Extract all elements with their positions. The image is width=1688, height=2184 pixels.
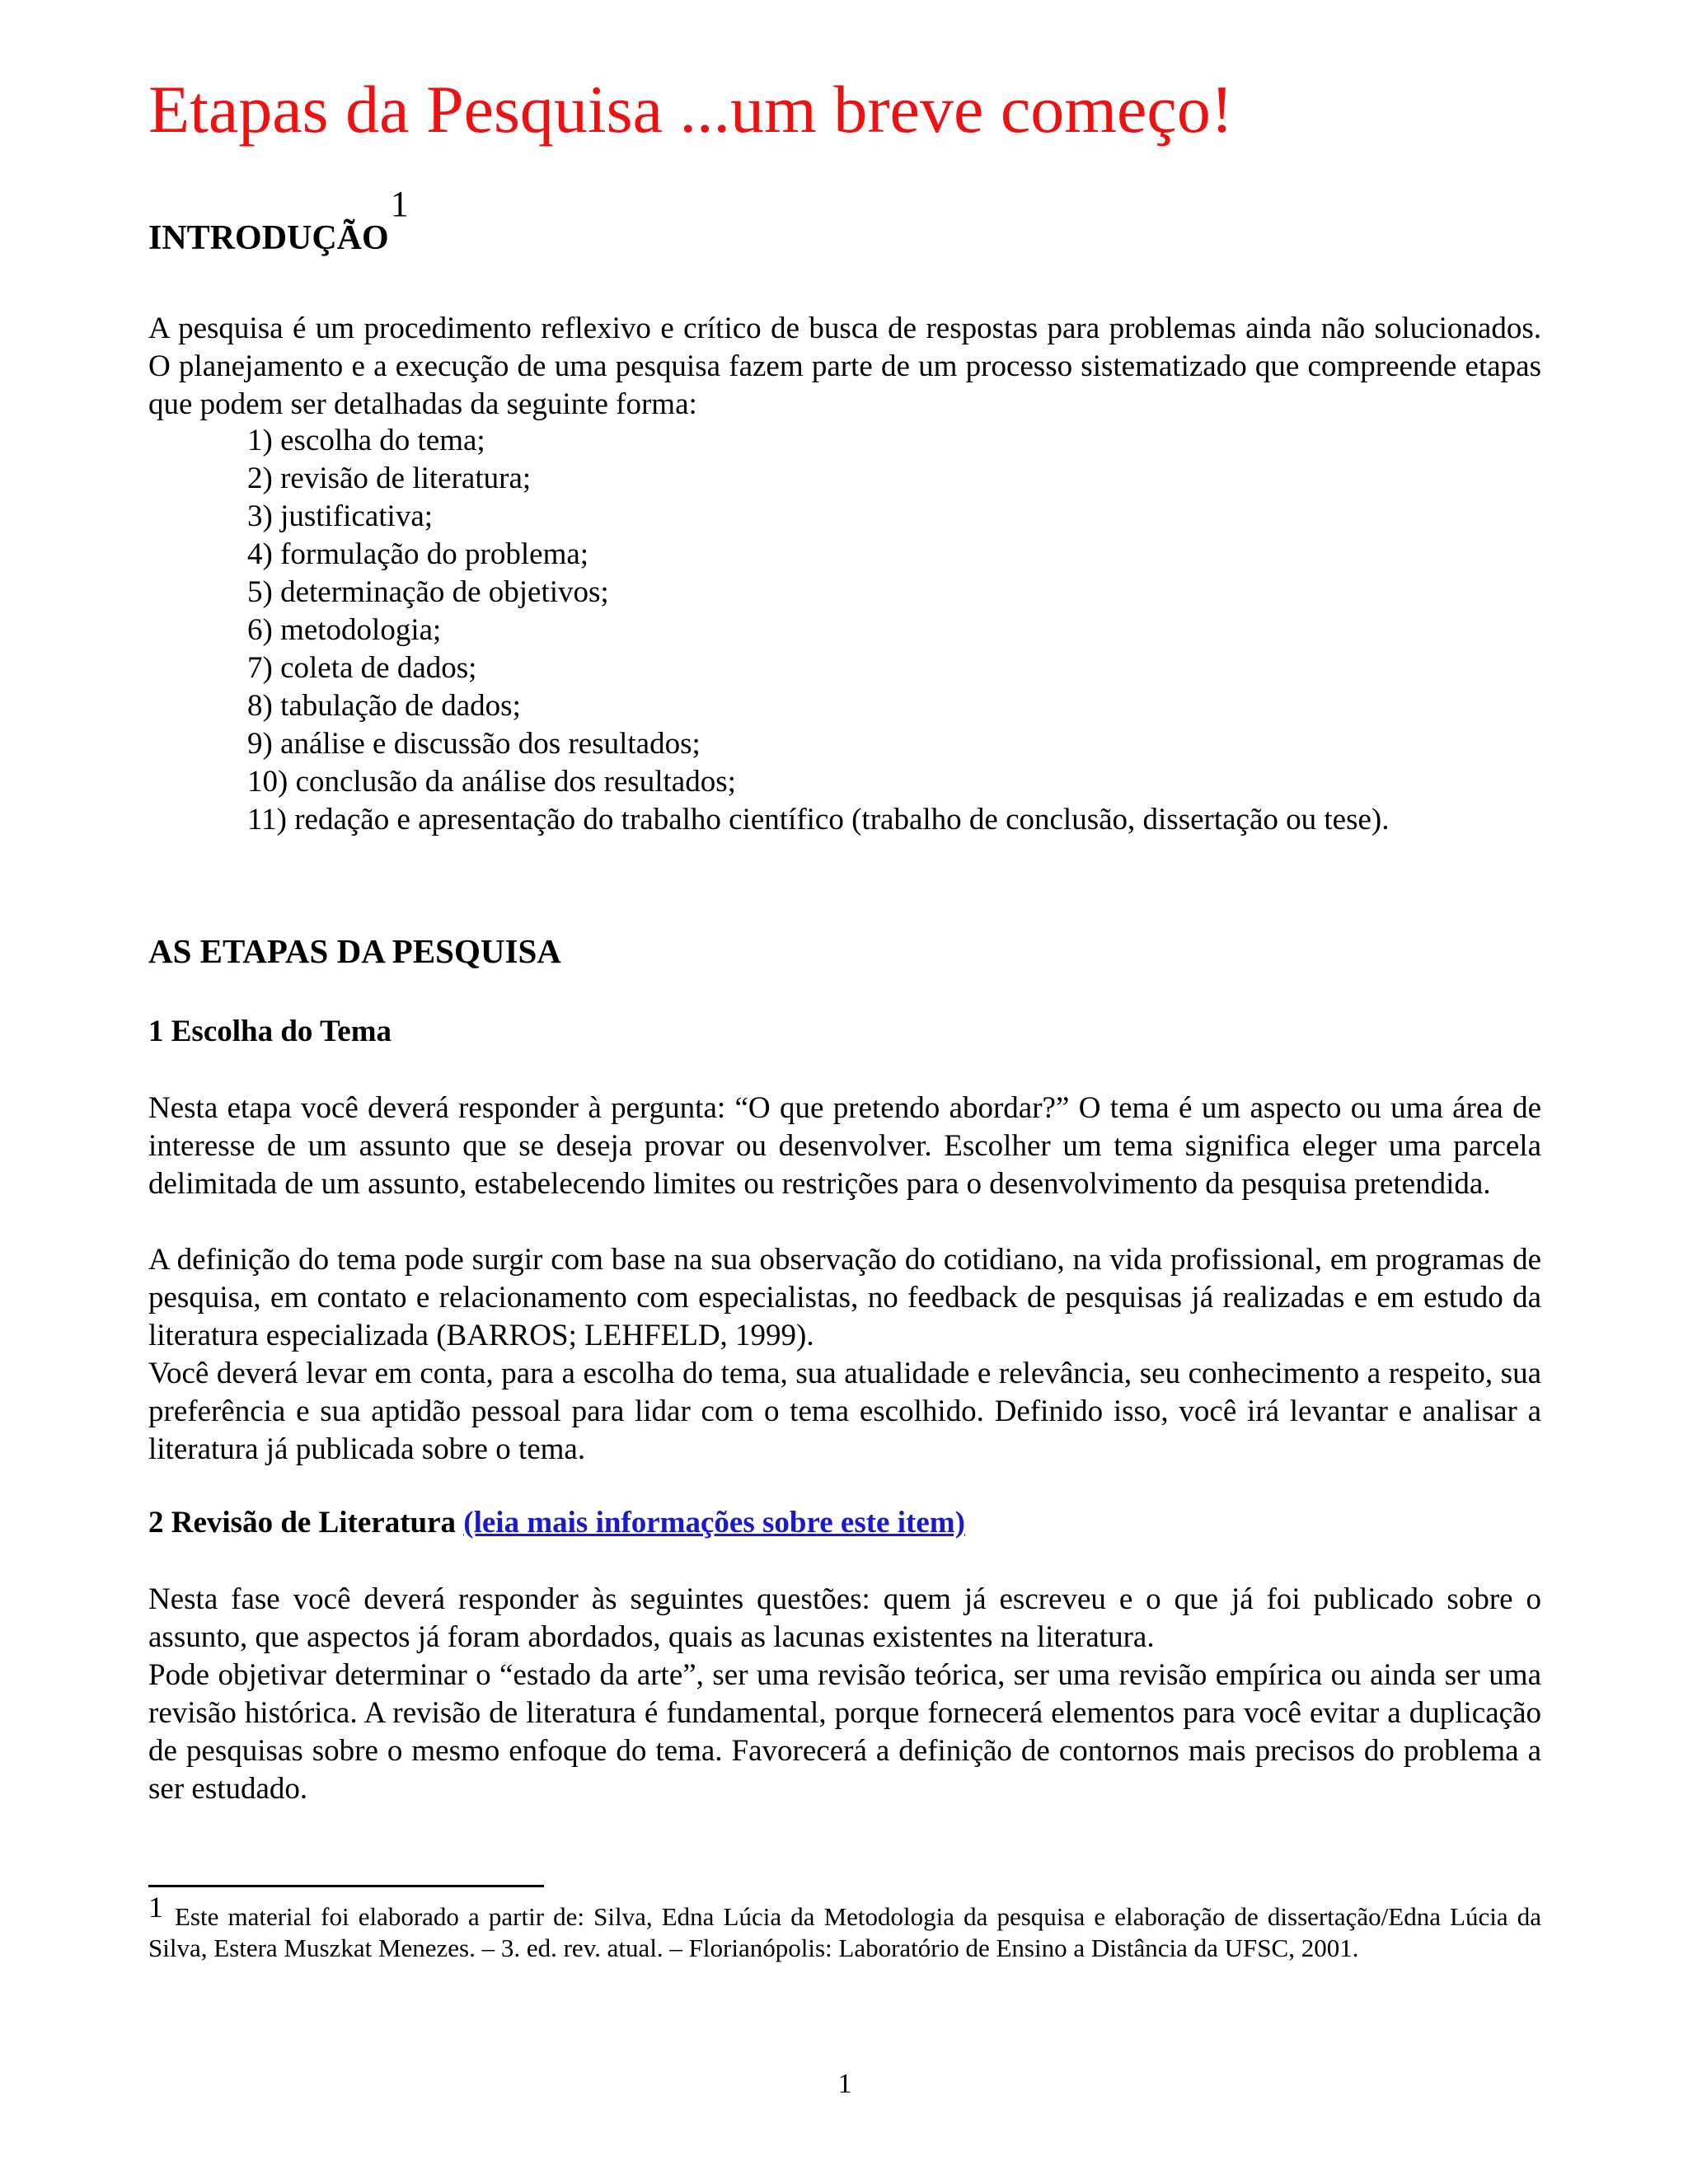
list-item: 3) justificativa; xyxy=(247,499,434,533)
intro-heading-text: INTRODUÇÃO xyxy=(148,219,389,257)
step1-paragraph-2: A definição do tema pode surgir com base na sua observação do cotidiano, na vida profissional, em programas de pesquisa, em contato e relacionamento com especialistas, no feedback de pesquisas já realizadas e em estudo da literatura especializada (BARROS; LEHFELD, 1999). xyxy=(148,1243,1541,1352)
footnote xyxy=(148,1891,1541,1964)
list-item: 1) escolha do tema; xyxy=(247,424,485,457)
footnote-text: Este material foi elaborado a partir de: Silva, Edna Lúcia da Metodologia da pesquisa e elaboração de dissertação/Edna Lúcia da Silva, Estera Muszkat Menezes. – 3. ed. rev. atual. – Florianópolis: Laboratório de Ensino a Distância da UFSC, 2001. xyxy=(148,1902,1541,1962)
step1-heading: 1 Escolha do Tema xyxy=(148,1015,392,1048)
list-item: 11) redação e apresentação do trabalho científico (trabalho de conclusão, dissertação ou tese). xyxy=(247,803,1390,837)
list-item: 2) revisão de literatura; xyxy=(247,462,532,495)
page-number: 1 xyxy=(837,2069,852,2099)
list-item: 9) análise e discussão dos resultados; xyxy=(247,727,701,761)
document-page xyxy=(148,0,1541,2184)
step1-paragraph-3: Você deverá levar em conta, para a escolha do tema, sua atualidade e relevância, seu conhecimento a respeito, sua preferência e sua aptidão pessoal para lidar com o tema escolhido. Definido isso, você irá levantar e analisar a literatura já publicada sobre o tema. xyxy=(148,1357,1541,1466)
document-title: Etapas da Pesquisa ...um breve começo! xyxy=(148,72,1234,147)
footnote-mark: 1 xyxy=(148,1891,163,1924)
section-heading: AS ETAPAS DA PESQUISA xyxy=(148,932,561,970)
footnote-reference[interactable]: 1 xyxy=(390,184,409,224)
footnote-divider xyxy=(148,1885,544,1887)
list-item: 10) conclusão da análise dos resultados; xyxy=(247,765,736,799)
list-item: 5) determinação de objetivos; xyxy=(247,575,609,609)
step2-paragraph-1: Nesta fase você deverá responder às seguintes questões: quem já escreveu e o que já foi publicado sobre o assunto, que aspectos já foram abordados, quais as lacunas existentes na literatura. xyxy=(148,1582,1541,1654)
step1-paragraph-1: Nesta etapa você deverá responder à pergunta: “O que pretendo abordar?” O tema é um aspecto ou uma área de interesse de um assunto que se deseja provar ou desenvolver. Escolher um tema significa eleger uma parcela delimitada de um assunto, estabelecendo limites ou restrições para o desenvolvimento da pesquisa pretendida. xyxy=(148,1091,1541,1201)
research-steps-list xyxy=(247,422,1389,839)
list-item: 4) formulação do problema; xyxy=(247,537,589,571)
step2-paragraph-2: Pode objetivar determinar o “estado da arte”, ser uma revisão teórica, ser uma revisão empírica ou ainda ser uma revisão histórica. A revisão de literatura é fundamental, porque fornecerá elementos para você evitar a duplicação de pesquisas sobre o mesmo enfoque do tema. Favorecerá a definição de contornos mais precisos do problema a ser estudado. xyxy=(148,1658,1541,1806)
list-item: 8) tabulação de dados; xyxy=(247,689,521,723)
read-more-link[interactable]: (leia mais informações sobre este item) xyxy=(463,1506,965,1540)
list-item: 6) metodologia; xyxy=(247,613,442,647)
intro-paragraph: A pesquisa é um procedimento reflexivo e crítico de busca de respostas para problemas ainda não solucionados. O planejamento e a execução de uma pesquisa fazem parte de um processo sistematizado que compreende etapas que podem ser detalhadas da seguinte forma: xyxy=(148,312,1541,421)
list-item: 7) coleta de dados; xyxy=(247,651,477,685)
intro-heading xyxy=(148,184,409,260)
step2-heading xyxy=(148,1505,965,1541)
step2-heading-text: 2 Revisão de Literatura xyxy=(148,1506,457,1540)
